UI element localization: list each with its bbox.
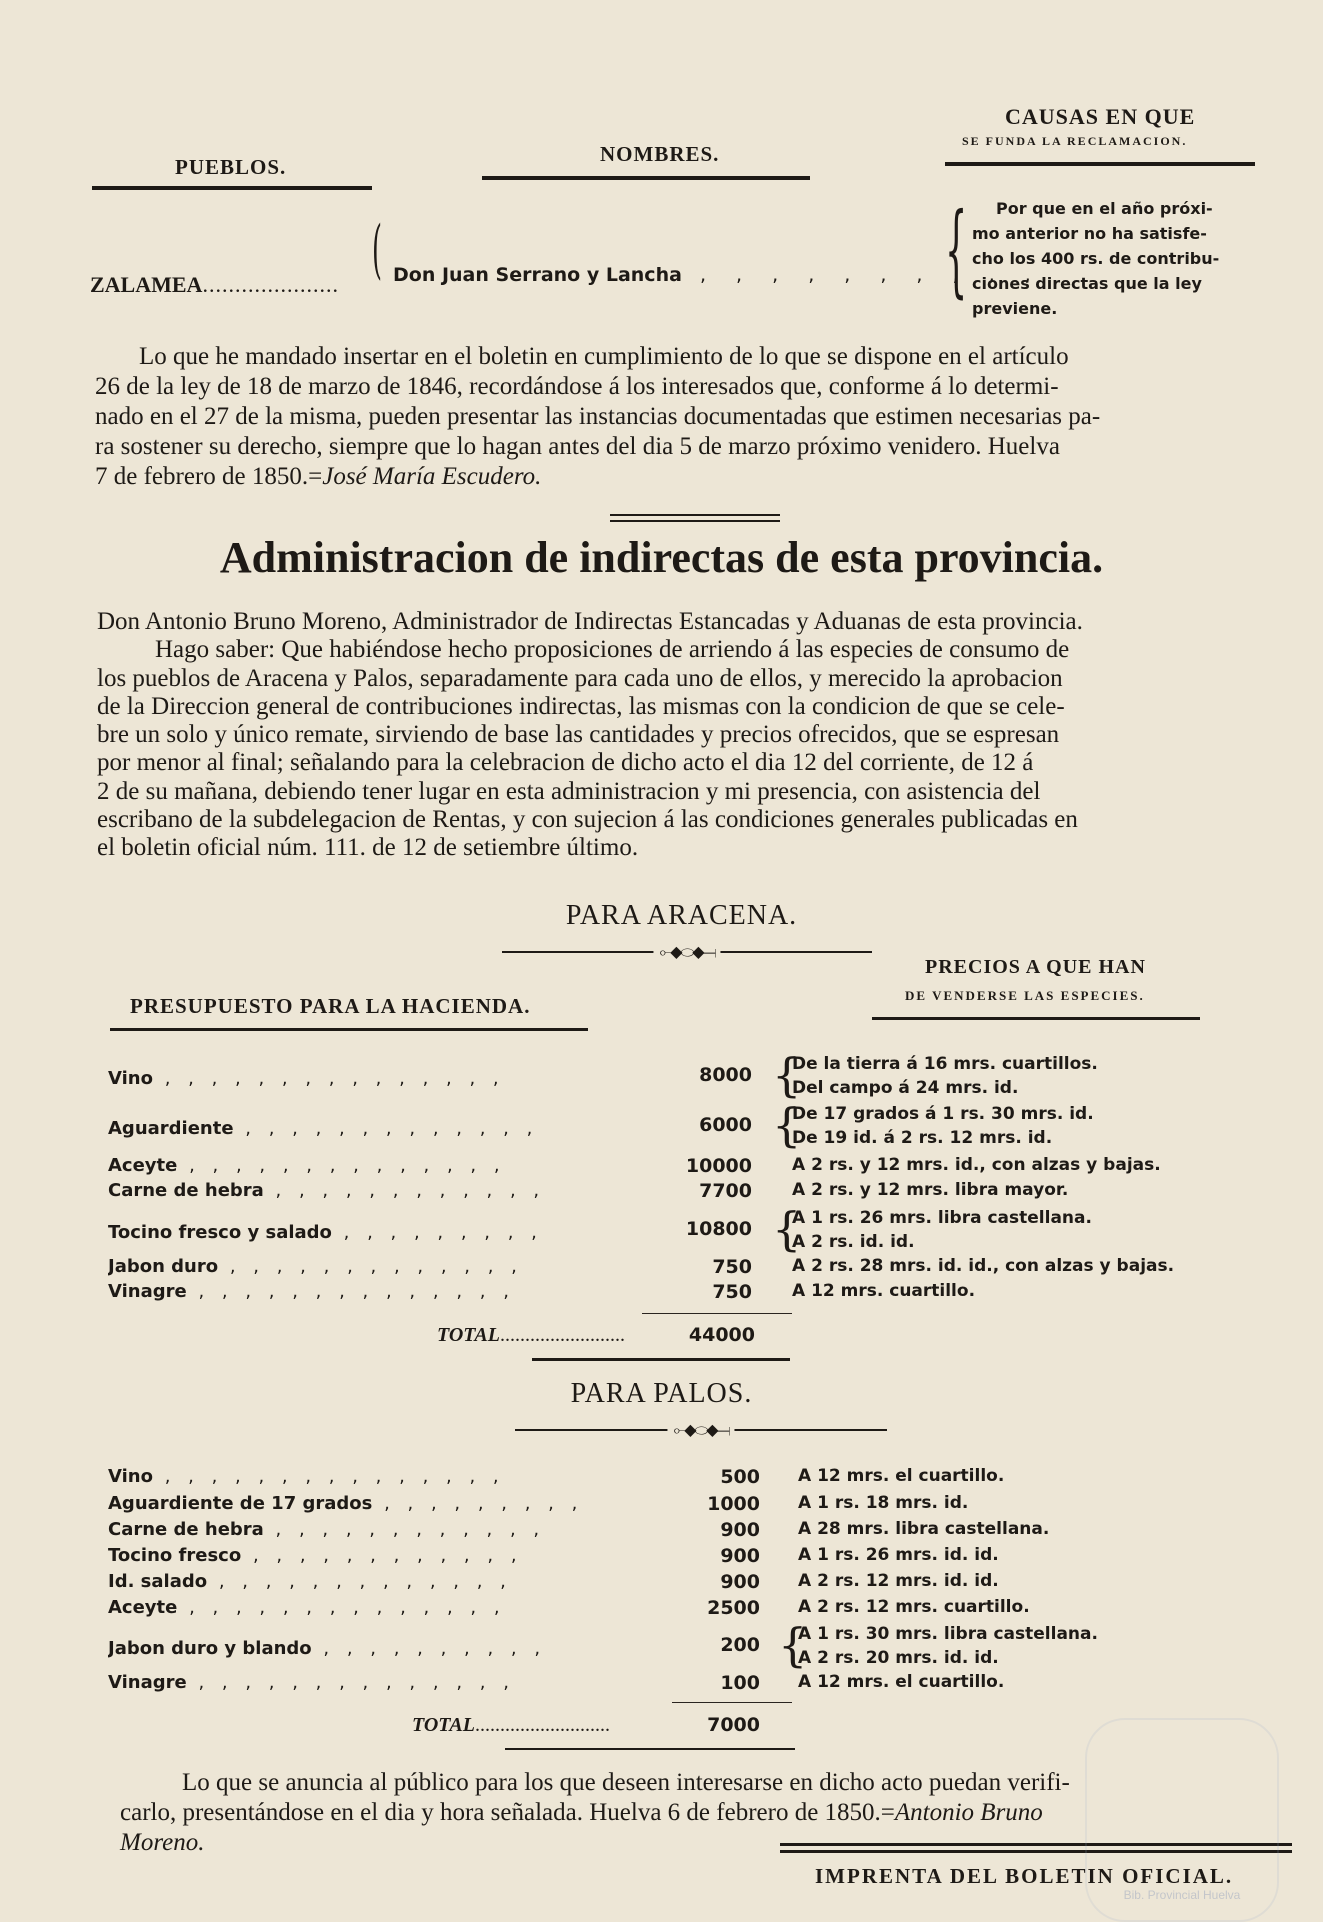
ledger-price: A 1 rs. 30 mrs. libra castellana. — [798, 1624, 1098, 1644]
footer-imprenta: IMPRENTA DEL BOLETIN OFICIAL. — [815, 1864, 1234, 1888]
col-header-precios-sub: DE VENDERSE LAS ESPECIES. — [905, 988, 1145, 1003]
ledger-item: Carne de hebra , , , , , , , , , , , , — [108, 1519, 546, 1540]
ledger-amount: 900 — [720, 1519, 760, 1541]
ledger-price: Del campo á 24 mrs. id. — [792, 1078, 1019, 1098]
ledger-amount: 7700 — [699, 1180, 752, 1202]
rule-presupuesto — [110, 1028, 588, 1031]
ledger-price: De la tierra á 16 mrs. cuartillos. — [792, 1054, 1098, 1074]
brace-open: ( — [372, 213, 382, 287]
brace-icon: { — [772, 1202, 802, 1256]
ledger-item: Jabon duro y blando , , , , , , , , , , — [108, 1638, 547, 1659]
ledger-amount: 900 — [720, 1571, 760, 1593]
col-header-nombres: NOMBRES. — [600, 142, 720, 166]
ledger-price: A 2 rs. y 12 mrs. id., con alzas y bajas. — [792, 1155, 1161, 1175]
ledger-amount: 200 — [720, 1634, 760, 1656]
ledger-price: A 12 mrs. el cuartillo. — [798, 1672, 1005, 1692]
ledger-amount: 8000 — [699, 1064, 752, 1086]
ledger-item: Vino , , , , , , , , , , , , , , , — [108, 1466, 505, 1487]
ledger-amount: 900 — [720, 1545, 760, 1567]
ornament-aracena: ⟜◆⬭◆⟞ — [502, 948, 872, 956]
ledger-item: Vinagre , , , , , , , , , , , , , , — [108, 1672, 515, 1693]
ledger-price: A 2 rs. 12 mrs. cuartillo. — [798, 1597, 1030, 1617]
rule-precios — [872, 1017, 1200, 1020]
ledger-price: De 17 grados á 1 rs. 30 mrs. id. — [792, 1104, 1094, 1124]
ledger-price: A 2 rs. id. id. — [792, 1232, 915, 1252]
total-aracena: 44000 — [688, 1324, 755, 1346]
ledger-price: A 2 rs. 28 mrs. id. id., con alzas y bajas. — [792, 1256, 1175, 1276]
ledger-price: A 12 mrs. cuartillo. — [792, 1281, 976, 1301]
col-header-precios: PRECIOS A QUE HAN — [925, 956, 1146, 978]
brace-icon: { — [772, 1098, 802, 1152]
ledger-price: A 1 rs. 18 mrs. id. — [798, 1493, 969, 1513]
ledger-item: Tocino fresco y salado , , , , , , , , , — [108, 1222, 543, 1243]
ledger-amount: 1000 — [707, 1493, 760, 1515]
ledger-item: Aceyte , , , , , , , , , , , , , , — [108, 1155, 506, 1176]
col-header-pueblos: PUEBLOS. — [175, 155, 287, 179]
library-stamp: Bib. Provincial Huelva — [1085, 1718, 1279, 1922]
ledger-item: Tocino fresco , , , , , , , , , , , , — [108, 1545, 523, 1566]
rule-after-palos — [505, 1748, 795, 1750]
ledger-price: A 28 mrs. libra castellana. — [798, 1519, 1050, 1539]
ledger-item: Jabon duro , , , , , , , , , , , , , — [108, 1256, 523, 1277]
ledger-item: Aguardiente de 17 grados , , , , , , , , , — [108, 1493, 584, 1514]
ledger-amount: 10800 — [685, 1218, 752, 1240]
signature-escudero: José María Escudero. — [322, 463, 542, 490]
ledger-amount: 750 — [712, 1281, 752, 1303]
double-rule-bottom — [610, 520, 780, 522]
double-rule-top — [610, 514, 780, 516]
ledger-price: A 2 rs. 20 mrs. id. id. — [798, 1648, 999, 1668]
row-pueblo: ZALAMEA..................... — [90, 272, 339, 297]
ledger-amount: 10000 — [685, 1155, 752, 1177]
total-palos: 7000 — [707, 1714, 760, 1736]
brace-close: { — [945, 191, 968, 308]
section-title: Administracion de indirectas de esta provincia. — [219, 533, 1104, 582]
heading-aracena: PARA ARACENA. — [565, 900, 798, 931]
col-header-presupuesto: PRESUPUESTO PARA LA HACIENDA. — [130, 994, 531, 1018]
total-label-palos: TOTAL........................... — [412, 1714, 610, 1736]
col-header-causas-sub: SE FUNDA LA RECLAMACION. — [962, 134, 1188, 148]
brace-icon: { — [772, 1048, 802, 1102]
ledger-item: Vino , , , , , , , , , , , , , , , — [108, 1068, 505, 1089]
ledger-item: Aceyte , , , , , , , , , , , , , , — [108, 1597, 506, 1618]
ledger-item: Vinagre , , , , , , , , , , , , , , — [108, 1281, 515, 1302]
ornament-palos: ⟜◆⬭◆⟞ — [515, 1426, 887, 1434]
paragraph-notice: Lo que he mandado insertar en el boletin en cumplimiento de lo que se dispone en el artículo 26 de la ley de 18 de marzo de 1846, recordándose á los interesados que, conforme á lo determi- nado en el 27 de la misma, pueden presentar las instancias documentadas que estimen necesarias pa- ra sostener su derecho, siempre que lo hagan antes del dia 5 de marzo próximo venidero. Huelva 7 de febrero de 1850.=José María Escudero. — [95, 343, 1101, 490]
ledger-item: Carne de hebra , , , , , , , , , , , , — [108, 1180, 546, 1201]
ledger-amount: 100 — [720, 1672, 760, 1694]
sum-rule-aracena — [642, 1313, 792, 1314]
header-rule-nombres — [482, 176, 810, 180]
ledger-amount: 6000 — [699, 1114, 752, 1136]
rule-after-aracena — [532, 1358, 790, 1361]
heading-palos: PARA PALOS. — [570, 1378, 753, 1409]
ledger-amount: 500 — [720, 1466, 760, 1488]
ledger-item: Aguardiente , , , , , , , , , , , , , — [108, 1118, 539, 1139]
paragraph-closing: Lo que se anuncia al público para los que deseen interesarse en dicho acto puedan verifi- carlo, presentándose en el dia y hora señalada. Huelva 6 de febrero de 1850.=Antonio Bruno Moreno. — [120, 1769, 1070, 1856]
ledger-amount: 2500 — [707, 1597, 760, 1619]
ledger-item: Id. salado , , , , , , , , , , , , , — [108, 1571, 512, 1592]
header-rule-causas — [945, 162, 1255, 166]
total-label-aracena: TOTAL......................... — [437, 1324, 625, 1346]
ledger-price: A 2 rs. 12 mrs. id. id. — [798, 1571, 999, 1591]
ledger-price: A 1 rs. 26 mrs. id. id. — [798, 1545, 999, 1565]
ledger-amount: 750 — [712, 1256, 752, 1278]
paragraph-announcement: Don Antonio Bruno Moreno, Administrador de Indirectas Estancadas y Aduanas de esta provincia. Hago saber: Que habiéndose hecho proposiciones de arriendo á las especies de consumo de los pueblos de Aracena y Palos, separadamente para cada uno de ellos, y merecido la aprobacion de la Direccion general de contribuciones indirectas, las mismas con la condicion de que se cele- bre un solo y único remate, sirviendo de base las cantidades y precios ofrecidos, que se espresan por menor al final; señalando para la celebracion de dicho acto el dia 12 del corriente, de 12 á 2 de su mañana, debiendo tener lugar en esta administracion y mi presencia, con asistencia del escribano de la subdelegacion de Rentas, y con sujecion á las condiciones generales publicadas en el boletin oficial núm. 111. de 12 de setiembre último. — [97, 608, 1083, 862]
header-rule-pueblos — [92, 186, 372, 190]
ledger-price: A 1 rs. 26 mrs. libra castellana. — [792, 1208, 1092, 1228]
row-nombre: Don Juan Serrano y Lancha , , , , , , , , , , — [393, 264, 1043, 286]
brace-icon: { — [778, 1618, 808, 1672]
row-causa: Por que en el año próxi- mo anterior no ha satisfe- cho los 400 rs. de contribu- ciones directas que la ley previene. — [972, 199, 1220, 318]
signature-moreno: Antonio Bruno — [894, 1799, 1043, 1826]
ledger-price: A 12 mrs. el cuartillo. — [798, 1466, 1005, 1486]
sum-rule-palos — [672, 1702, 792, 1703]
ledger-price: A 2 rs. y 12 mrs. libra mayor. — [792, 1180, 1069, 1200]
ledger-price: De 19 id. á 2 rs. 12 mrs. id. — [792, 1128, 1053, 1148]
col-header-causas: CAUSAS EN QUE — [1005, 104, 1196, 129]
